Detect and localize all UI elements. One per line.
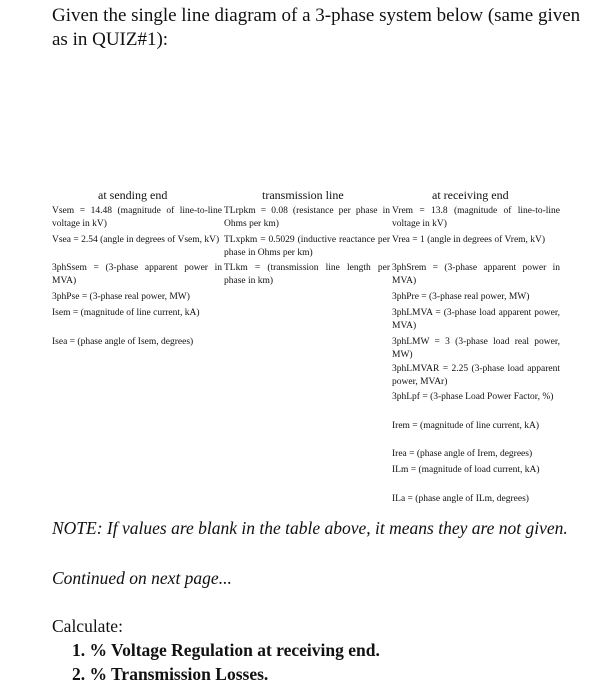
- line-param: TLkm = (transmission line length per phase in km): [224, 263, 390, 286]
- sending-param: Vsea = 2.54 (angle in degrees of Vsem, kV): [52, 235, 220, 245]
- calculate-label: Calculate:: [52, 616, 123, 636]
- receiving-param: 3phLMVA = (3-phase load apparent power, MVA): [392, 308, 560, 331]
- sending-param: 3phPse = (3-phase real power, MW): [52, 292, 190, 302]
- receiving-param: ILm = (magnitude of load current, kA): [392, 465, 540, 475]
- header-sending-end: at sending end: [98, 188, 168, 202]
- continued-notice: Continued on next page...: [52, 568, 232, 588]
- receiving-param: Vrea = 1 (angle in degrees of Vrem, kV): [392, 235, 546, 245]
- receiving-param: Irea = (phase angle of Irem, degrees): [392, 449, 533, 459]
- task-list: [72, 638, 380, 686]
- receiving-param: 3phLpf = (3-phase Load Power Factor, %): [392, 392, 554, 402]
- sending-param: Isea = (phase angle of Isem, degrees): [52, 337, 194, 347]
- receiving-param: 3phLMW = 3 (3-phase load real power, MW): [392, 337, 560, 360]
- sending-param: 3phSsem = (3-phase apparent power in MVA): [52, 263, 222, 286]
- receiving-param: ILa = (phase angle of ILm, degrees): [392, 494, 529, 504]
- task-item: 2. % Transmission Losses.: [72, 664, 269, 684]
- problem-intro: Given the single line diagram of a 3-phase system below (same given as in QUIZ#1):: [52, 5, 581, 50]
- header-receiving-end: at receiving end: [432, 188, 509, 202]
- blank-values-note: NOTE: If values are blank in the table above, it means they are not given.: [52, 518, 568, 538]
- task-item: 1. % Voltage Regulation at receiving end.: [72, 640, 380, 660]
- line-param: TLxpkm = 0.5029 (inductive reactance per phase in Ohms per km): [224, 235, 390, 258]
- header-transmission-line: transmission line: [262, 188, 344, 202]
- sending-param: Isem = (magnitude of line current, kA): [52, 308, 200, 318]
- receiving-param: 3phLMVAR = 2.25 (3-phase load apparent power, MVAr): [392, 364, 560, 387]
- receiving-param: Irem = (magnitude of line current, kA): [392, 421, 540, 431]
- receiving-param: Vrem = 13.8 (magnitude of line-to-line voltage in kV): [392, 206, 560, 229]
- sending-param: Vsem = 14.48 (magnitude of line-to-line voltage in kV): [52, 206, 222, 229]
- receiving-param: 3phSrem = (3-phase apparent power in MVA): [392, 263, 560, 286]
- line-param: TLrpkm = 0.08 (resistance per phase in Ohms per km): [224, 206, 390, 229]
- receiving-param: 3phPre = (3-phase real power, MW): [392, 292, 530, 302]
